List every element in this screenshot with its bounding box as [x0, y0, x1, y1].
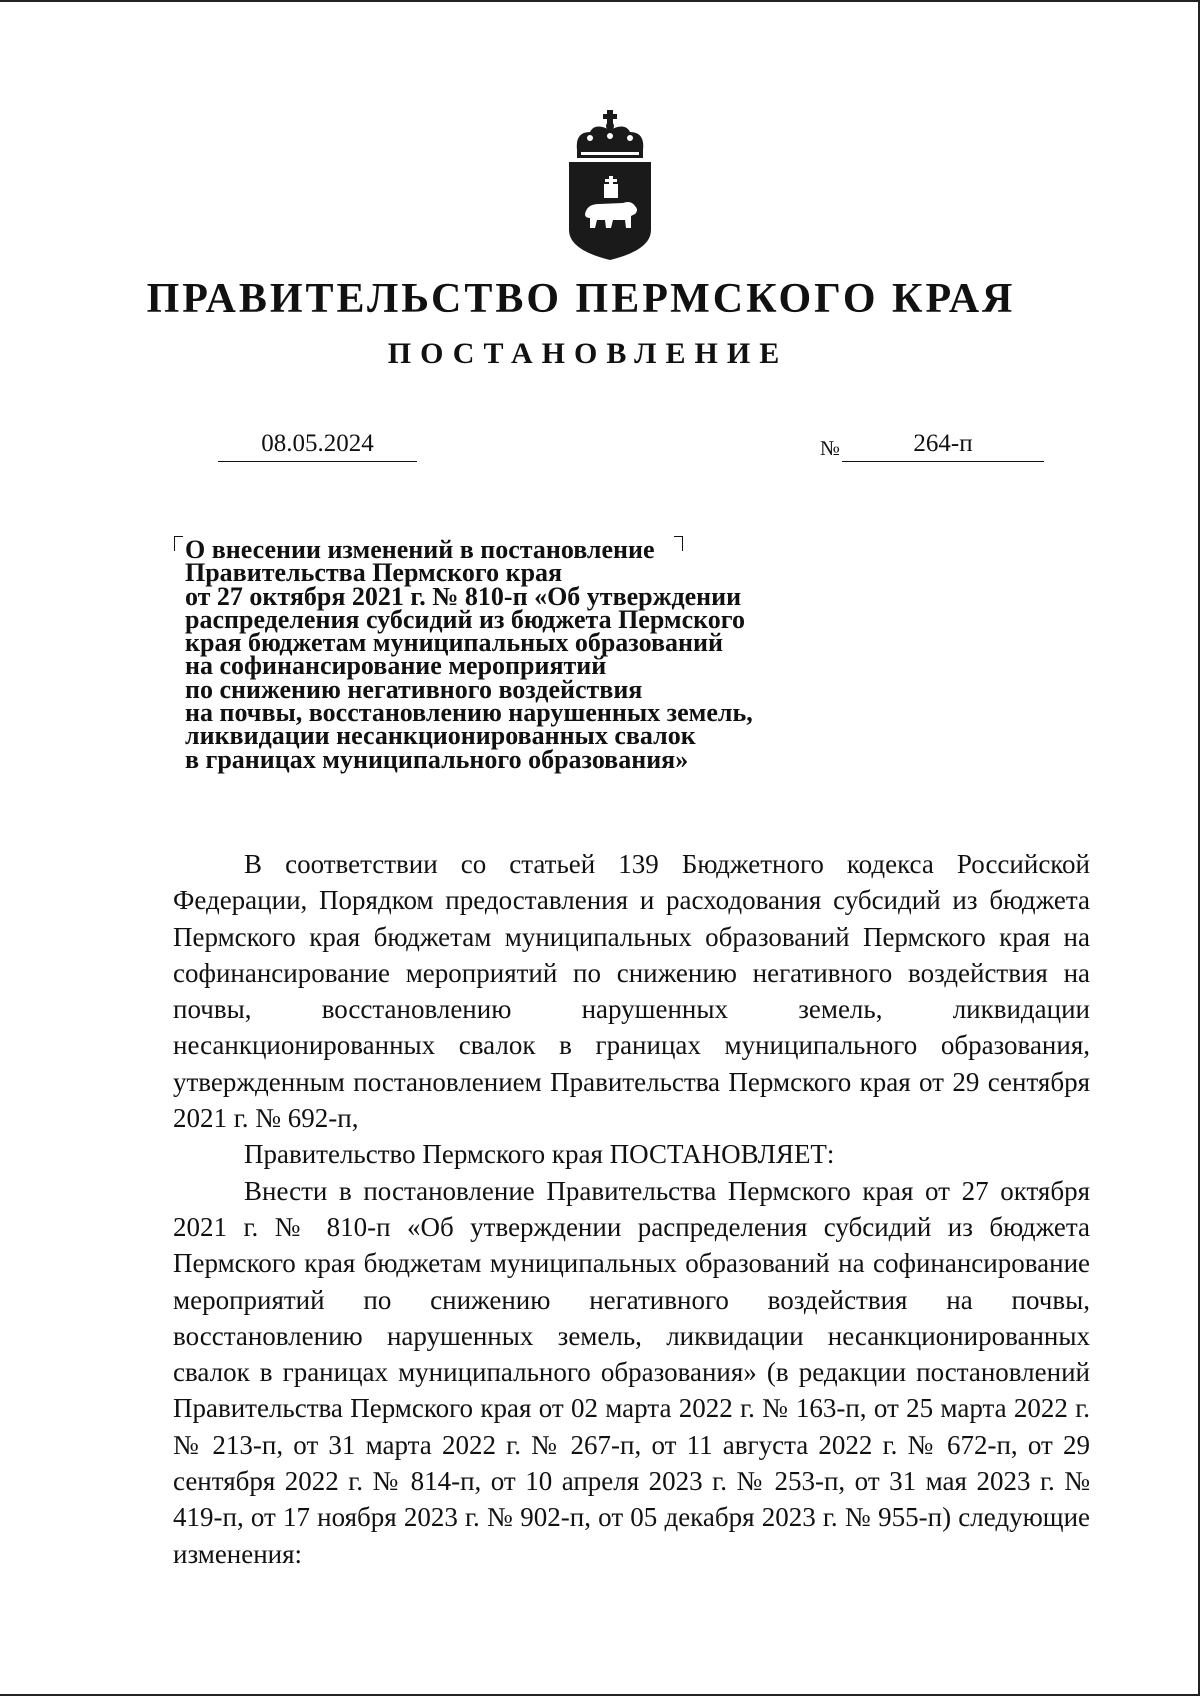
document-subject — [185, 535, 865, 774]
body-paragraph: Внести в постановление Правительства Пермского края от 27 октября 2021 г. № 810-п «Об утверждении распределения субсидий из бюджета Пермского края бюджетам муниципальных образований на софинансирование мероприятий по снижению негативного воздействия на почвы, восстановлению нарушенных земель, ликвидации несанкционированных свалок в границах муниципального образования» (в редакции постановлений Правительства Пермского края от 02 марта 2022 г. № 163-п, от 25 марта 2022 г. № 213-п, от 31 марта 2022 г. № 267-п, от 11 августа 2022 г. № 672-п, от 29 сентября 2022 г. № 814-п, от 10 апреля 2023 г. № 253-п, от 31 мая 2023 г. № 419-п, от 17 ноября 2023 г. № 902-п, от 05 декабря 2023 г. № 955-п) следующие изменения: — [173, 1175, 1090, 1569]
subject-line: О внесении изменений в постановление — [185, 535, 655, 564]
subject-line: в границах муниципального образования» — [185, 744, 689, 774]
document-body — [173, 846, 1090, 1572]
subject-bracket-left — [174, 536, 183, 551]
subject-line: от 27 октября 2021 г. № 810-п «Об утверждении — [185, 581, 742, 611]
subject-line: распределения субсидий из бюджета Пермского — [185, 604, 745, 634]
subject-line: ликвидации несанкционированных свалок — [185, 721, 696, 751]
number-sign: № — [820, 436, 841, 460]
subject-line: Правительства Пермского края — [185, 558, 563, 588]
subject-line: края бюджетам муниципальных образований — [185, 628, 723, 658]
scan-border-top — [0, 0, 1200, 2]
body-paragraph: В соответствии со статьей 139 Бюджетного кодекса Российской Федерации, Порядком предоставления и расходования субсидий из бюджета Пермского края бюджетам муниципальных образований Пермского края на софинансирование мероприятий по снижению негативного воздействия на почвы, восстановлению нарушенных земель, ликвидации несанкционированных свалок в границах муниципального образования, утвержденным постановлением Правительства Пермского края от 29 сентября 2021 г. № 692-п, — [173, 849, 1090, 1134]
subject-line: на почвы, восстановлению нарушенных земель, — [185, 698, 753, 728]
subject-line: по снижению негативного воздействия — [185, 674, 643, 704]
document-type-heading: ПОСТАНОВЛЕНИЕ — [387, 337, 789, 370]
subject-line: на софинансирование мероприятий — [185, 651, 607, 681]
organization-title: ПРАВИТЕЛЬСТВО ПЕРМСКОГО КРАЯ — [146, 276, 1016, 322]
document-date: 08.05.2024 — [218, 427, 417, 462]
body-paragraph: Правительство Пермского края ПОСТАНОВЛЯЕТ: — [244, 1139, 835, 1170]
document-number: 264-п — [842, 427, 1044, 462]
perm-krai-coat-of-arms-icon — [565, 110, 655, 260]
